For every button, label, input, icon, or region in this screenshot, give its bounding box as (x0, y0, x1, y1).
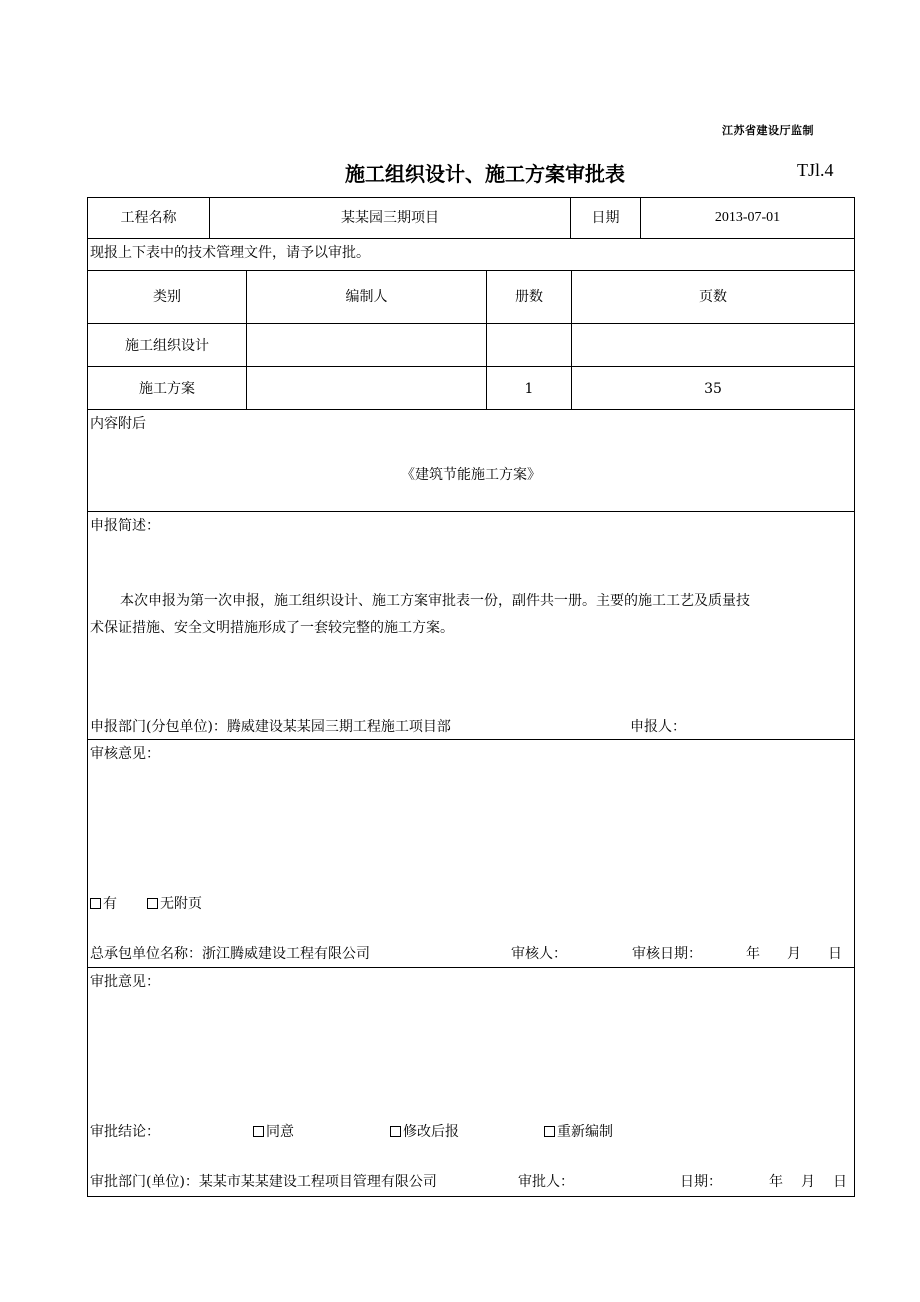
approval-day-label: 日 (833, 1174, 847, 1190)
row-category: 施工方案 (139, 381, 195, 397)
approval-label: 审批意见： (90, 974, 160, 990)
approve-agree-label: 同意 (266, 1124, 294, 1140)
approval-month-label: 月 (801, 1174, 815, 1190)
declaration-line-2: 术保证措施、安全文明措施形成了一套较完整的施工方案。 (90, 620, 454, 636)
row-divider (87, 366, 855, 367)
approver-label: 审批人： (518, 1174, 574, 1190)
row-divider (87, 511, 855, 512)
attachment-yes-option[interactable] (90, 895, 117, 913)
form-code: TJl.4 (797, 160, 834, 180)
declaration-line-1: 本次申报为第一次申报，施工组织设计、施工方案审批表一份，副件共一册。主要的施工工艺及质量技 (120, 593, 750, 609)
approval-year-label: 年 (769, 1174, 783, 1190)
approve-redo-option[interactable] (544, 1123, 613, 1141)
intro-text: 现报上下表中的技术管理文件，请予以审批。 (90, 245, 370, 261)
issuer-label: 江苏省建设厅监制 (722, 124, 814, 137)
form-title: 施工组织设计、施工方案审批表 (345, 162, 625, 186)
table-border-top (87, 197, 855, 198)
checkbox-icon[interactable] (390, 1126, 401, 1137)
declaring-department: 申报部门(分包单位)：腾威建设某某园三期工程施工项目部 (90, 719, 451, 735)
general-contractor: 总承包单位名称：浙江腾威建设工程有限公司 (90, 946, 370, 962)
approval-conclusion-label: 审批结论： (90, 1124, 160, 1140)
row-pages: 35 (704, 381, 722, 397)
project-name-label: 工程名称 (120, 210, 177, 226)
checkbox-icon[interactable] (544, 1126, 555, 1137)
approve-redo-label: 重新编制 (557, 1124, 613, 1140)
reviewer-label: 审核人： (511, 946, 567, 962)
date-value: 2013-07-01 (714, 210, 781, 225)
attachment-no-option[interactable] (147, 895, 202, 913)
declarant-label: 申报人： (630, 719, 686, 735)
column-header-category: 类别 (153, 289, 181, 305)
row-divider (87, 967, 855, 968)
table-border-right (854, 197, 855, 1197)
row-category: 施工组织设计 (125, 338, 209, 354)
project-name-value: 某某园三期项目 (341, 210, 439, 226)
declaration-label: 申报简述： (90, 518, 160, 534)
attachment-no-label: 无附页 (160, 896, 202, 912)
review-label: 审核意见： (90, 746, 160, 762)
row-divider (87, 270, 855, 271)
checkbox-icon[interactable] (253, 1126, 264, 1137)
approving-department: 审批部门(单位)：某某市某某建设工程项目管理有限公司 (90, 1174, 437, 1190)
approve-revise-label: 修改后报 (403, 1124, 459, 1140)
review-day-label: 日 (828, 946, 842, 962)
approve-revise-option[interactable] (390, 1123, 459, 1141)
approval-date-label: 日期： (680, 1174, 722, 1190)
column-header-author: 编制人 (345, 289, 388, 305)
review-month-label: 月 (787, 946, 801, 962)
approve-agree-option[interactable] (253, 1123, 294, 1141)
row-divider (87, 323, 855, 324)
column-header-pages: 页数 (699, 289, 727, 305)
attachment-yes-label: 有 (103, 896, 117, 912)
row-divider (87, 739, 855, 740)
row-divider (87, 238, 855, 239)
row-volumes: 1 (524, 381, 534, 397)
attachment-label: 内容附后 (90, 416, 146, 432)
column-header-volumes: 册数 (515, 289, 543, 305)
row-divider (87, 409, 855, 410)
table-border-bottom (87, 1196, 855, 1197)
review-date-label: 审核日期： (632, 946, 702, 962)
review-year-label: 年 (746, 946, 760, 962)
attachment-title: 《建筑节能施工方案》 (401, 467, 541, 483)
checkbox-icon[interactable] (147, 898, 158, 909)
date-label: 日期 (591, 210, 620, 226)
checkbox-icon[interactable] (90, 898, 101, 909)
